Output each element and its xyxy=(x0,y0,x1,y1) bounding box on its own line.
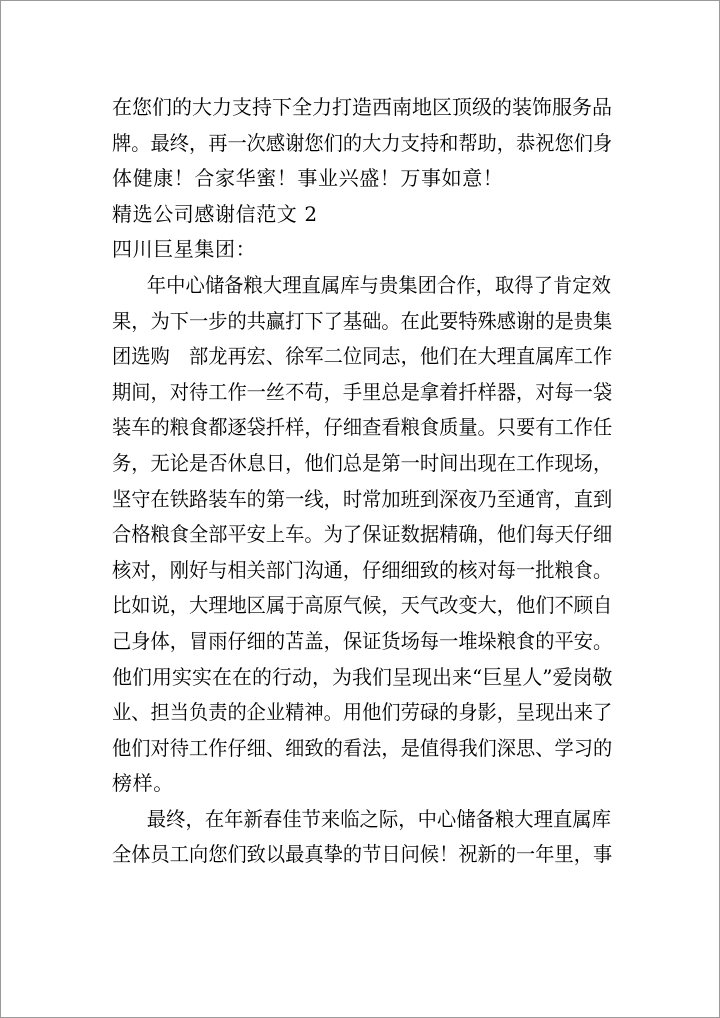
text-line: 业、担当负责的企业精神。用他们劳碌的身影，呈现出来了 xyxy=(112,700,613,725)
text-line: 他们用实实在在的行动，为我们呈现出来“巨星人”爱岗敬 xyxy=(112,664,613,689)
text-line: 他们对待工作仔细、细致的看法，是值得我们深思、学习的 xyxy=(112,735,613,760)
text-line: 四川巨星集团： xyxy=(112,237,257,262)
text-line: 牌。最终，再一次感谢您们的大力支持和帮助，恭祝您们身 xyxy=(112,130,613,155)
text-line: 坚守在铁路装车的第一线，时常加班到深夜乃至通宵，直到 xyxy=(112,486,613,511)
text-line: 果，为下一步的共赢打下了基础。在此要特殊感谢的是贵集 xyxy=(112,308,613,333)
text-line: 装车的粮食都逐袋扦样，仔细查看粮食质量。只要有工作任 xyxy=(112,415,613,440)
text-line: 比如说，大理地区属于高原气候，天气改变大，他们不顾自 xyxy=(112,593,613,618)
text-line: 精选公司感谢信范文 2 xyxy=(112,201,318,226)
text-line: 在您们的大力支持下全力打造西南地区顶级的装饰服务品 xyxy=(112,95,612,119)
text-line: 榜样。 xyxy=(112,771,174,796)
text-line: 合格粮食全部平安上车。为了保证数据精确，他们每天仔细 xyxy=(112,522,613,547)
text-line: 务，无论是否休息日，他们总是第一时间出现在工作现场， xyxy=(112,450,613,475)
text-line: 核对，刚好与相关部门沟通，仔细细致的核对每一批粮食。 xyxy=(112,557,613,582)
text-line: 年中心储备粮大理直属库与贵集团合作，取得了肯定效 xyxy=(146,272,611,297)
text-line: 体健康！合家华蜜！事业兴盛！万事如意！ xyxy=(112,166,504,191)
text-line: 期间，对待工作一丝不苟，手里总是拿着扦样器，对每一袋 xyxy=(112,379,613,404)
text-line: 团选购 部龙再宏、徐军二位同志，他们在大理直属库工作 xyxy=(112,344,613,369)
text-line: 最终，在年新春佳节来临之际，中心储备粮大理直属库 xyxy=(146,806,611,831)
text-line: 己身体，冒雨仔细的苫盖，保证货场每一堆垛粮食的平安。 xyxy=(112,628,613,653)
text-line: 全体员工向您们致以最真挚的节日问候！祝新的一年里，事 xyxy=(112,842,613,867)
document-body xyxy=(112,90,612,873)
